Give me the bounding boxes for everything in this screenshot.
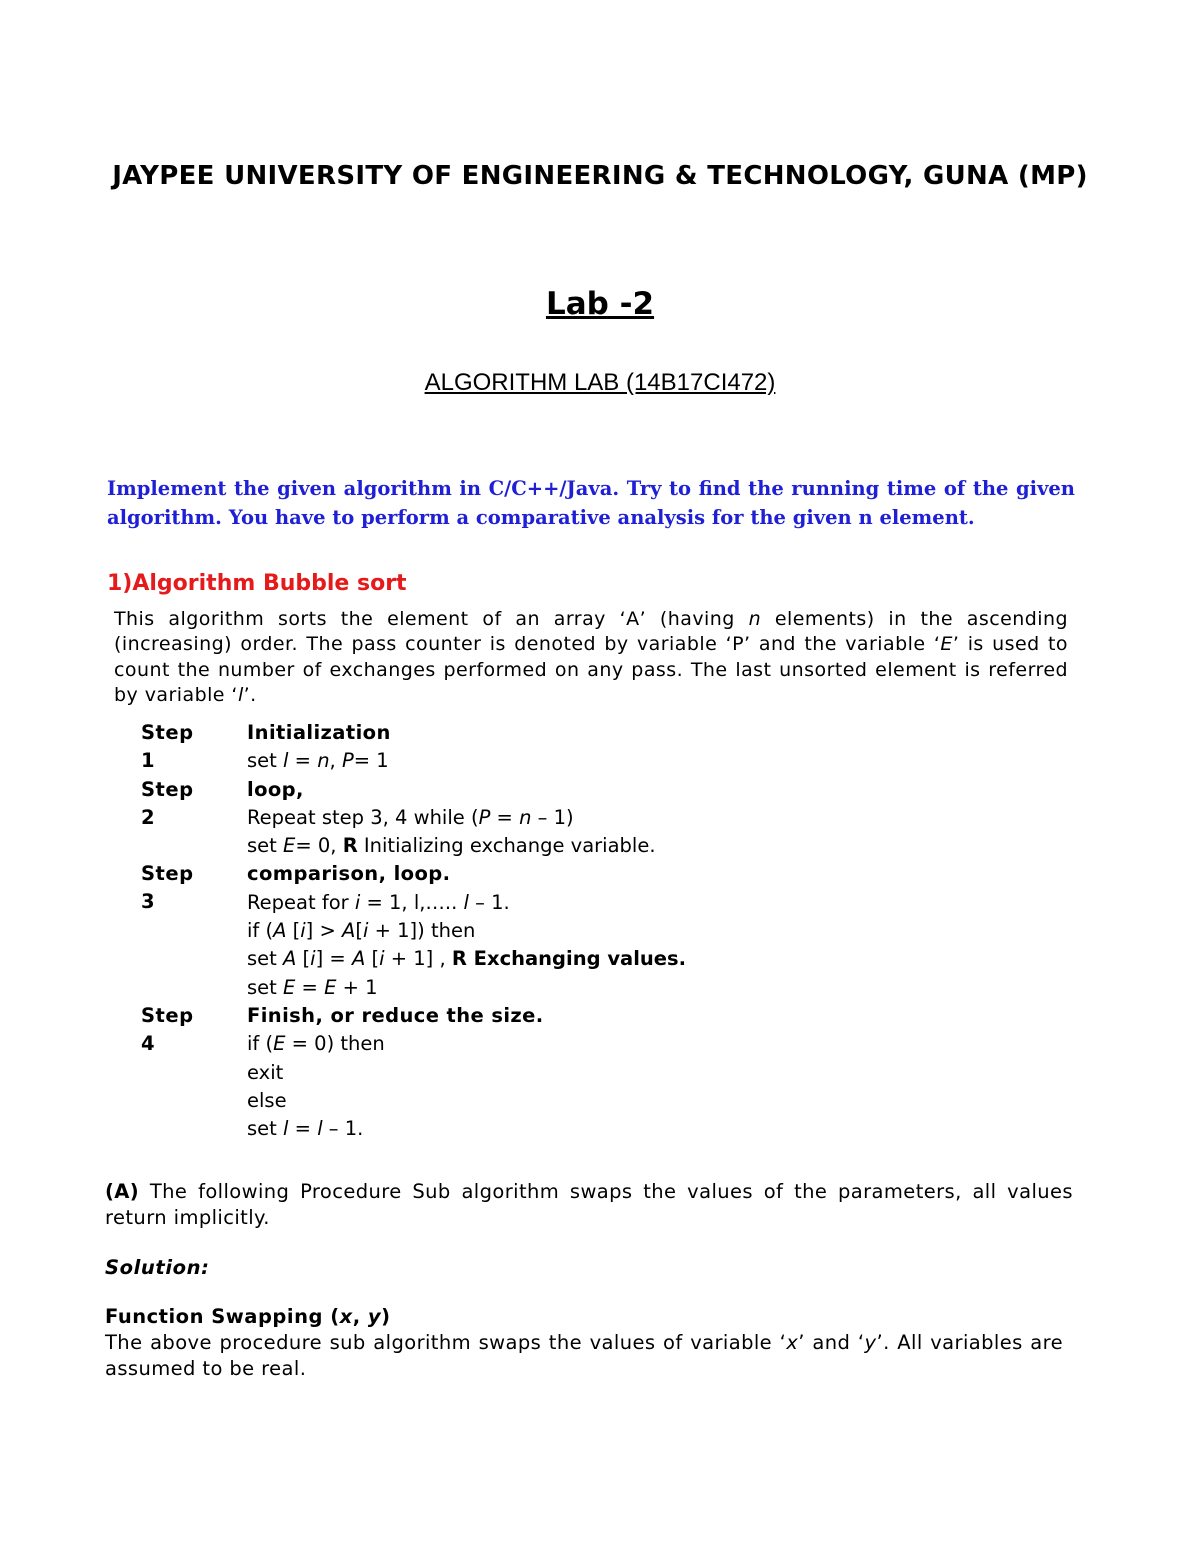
university-heading: JAYPEE UNIVERSITY OF ENGINEERING & TECHNOLOGY, GUNA (MP) <box>112 161 1088 191</box>
function-heading: Function Swapping (x, y) <box>105 1305 391 1328</box>
solution-label: Solution: <box>105 1256 210 1279</box>
section-title-bubble-sort: 1)Algorithm Bubble sort <box>107 571 407 596</box>
function-description: The above procedure sub algorithm swaps the values of variable ‘x’ and ‘y’. All variables are assumed to be real. <box>105 1331 1063 1380</box>
step-heading: Initialization <box>247 721 391 744</box>
step-heading: Finish, or reduce the size. <box>247 1003 544 1027</box>
part-a-label: (A) <box>105 1180 140 1203</box>
step-label: Step 2 <box>141 777 194 829</box>
step-label: Step 1 <box>141 721 194 772</box>
step-heading: loop, <box>247 777 304 801</box>
step-label: Step 3 <box>141 862 194 914</box>
course-title: ALGORITHM LAB (14B17CI472) <box>424 369 776 396</box>
document-page: JAYPEE UNIVERSITY OF ENGINEERING & TECHNOLOGY, GUNA (MP) Lab -2 ALGORITHM LAB (14B17CI472) Implement the given algorithm in C/C++/Java. Try to find the running time of the given algorithm. You have to perform a comparative analysis for the given n element. 1)Algorithm Bubble sort This algorithm sorts the element of an array ‘A’ (having n elements) in the ascending (increasing) order. The pass counter is denoted by variable ‘P’ and the variable ‘E’ is used to count the number of exchanges performed on any pass. The last unsorted element is referred by variable ‘l’. Step 1 Initialization set l = n, P= 1 Step 2 loop, Repeat step 3, 4 while (P = n – 1) set E= 0, R Initializing exchange variable. Step 3 comparison, loop. Repeat for i = 1, l,….. l – 1. if (A [i] > A[i + 1]) then set A [i] = A [i + 1] , R Exchanging values. set E = E + 1 Step 4 Finish, or reduce the size. if (E = 0) then exit else set l = l – 1. (A) The following Procedure Sub algorithm swaps the values of the parameters, all values return implicitly. Solution: Function Swapping (x, y) The above procedure sub algorithm swaps the values of variable ‘x’ and ‘y’. All variables are assumed to be real. <box>0 0 1200 1553</box>
step-heading: comparison, loop. <box>247 862 451 886</box>
part-a-paragraph: (A) The following Procedure Sub algorithm swaps the values of the parameters, all values return implicitly. <box>105 1180 1073 1229</box>
instructions-paragraph: Implement the given algorithm in C/C++/Java. Try to find the running time of the given algorithm. You have to perform a comparative analysis for the given n element. <box>107 477 1075 529</box>
step-label: Step 4 <box>141 1003 194 1055</box>
algorithm-description: This algorithm sorts the element of an array ‘A’ (having n elements) in the ascending (increasing) order. The pass counter is denoted by variable ‘P’ and the variable ‘E’ is used to count the number of exchanges performed on any pass. The last unsorted element is referred by variable ‘l’. <box>114 608 1068 706</box>
lab-title: Lab -2 <box>545 286 655 322</box>
